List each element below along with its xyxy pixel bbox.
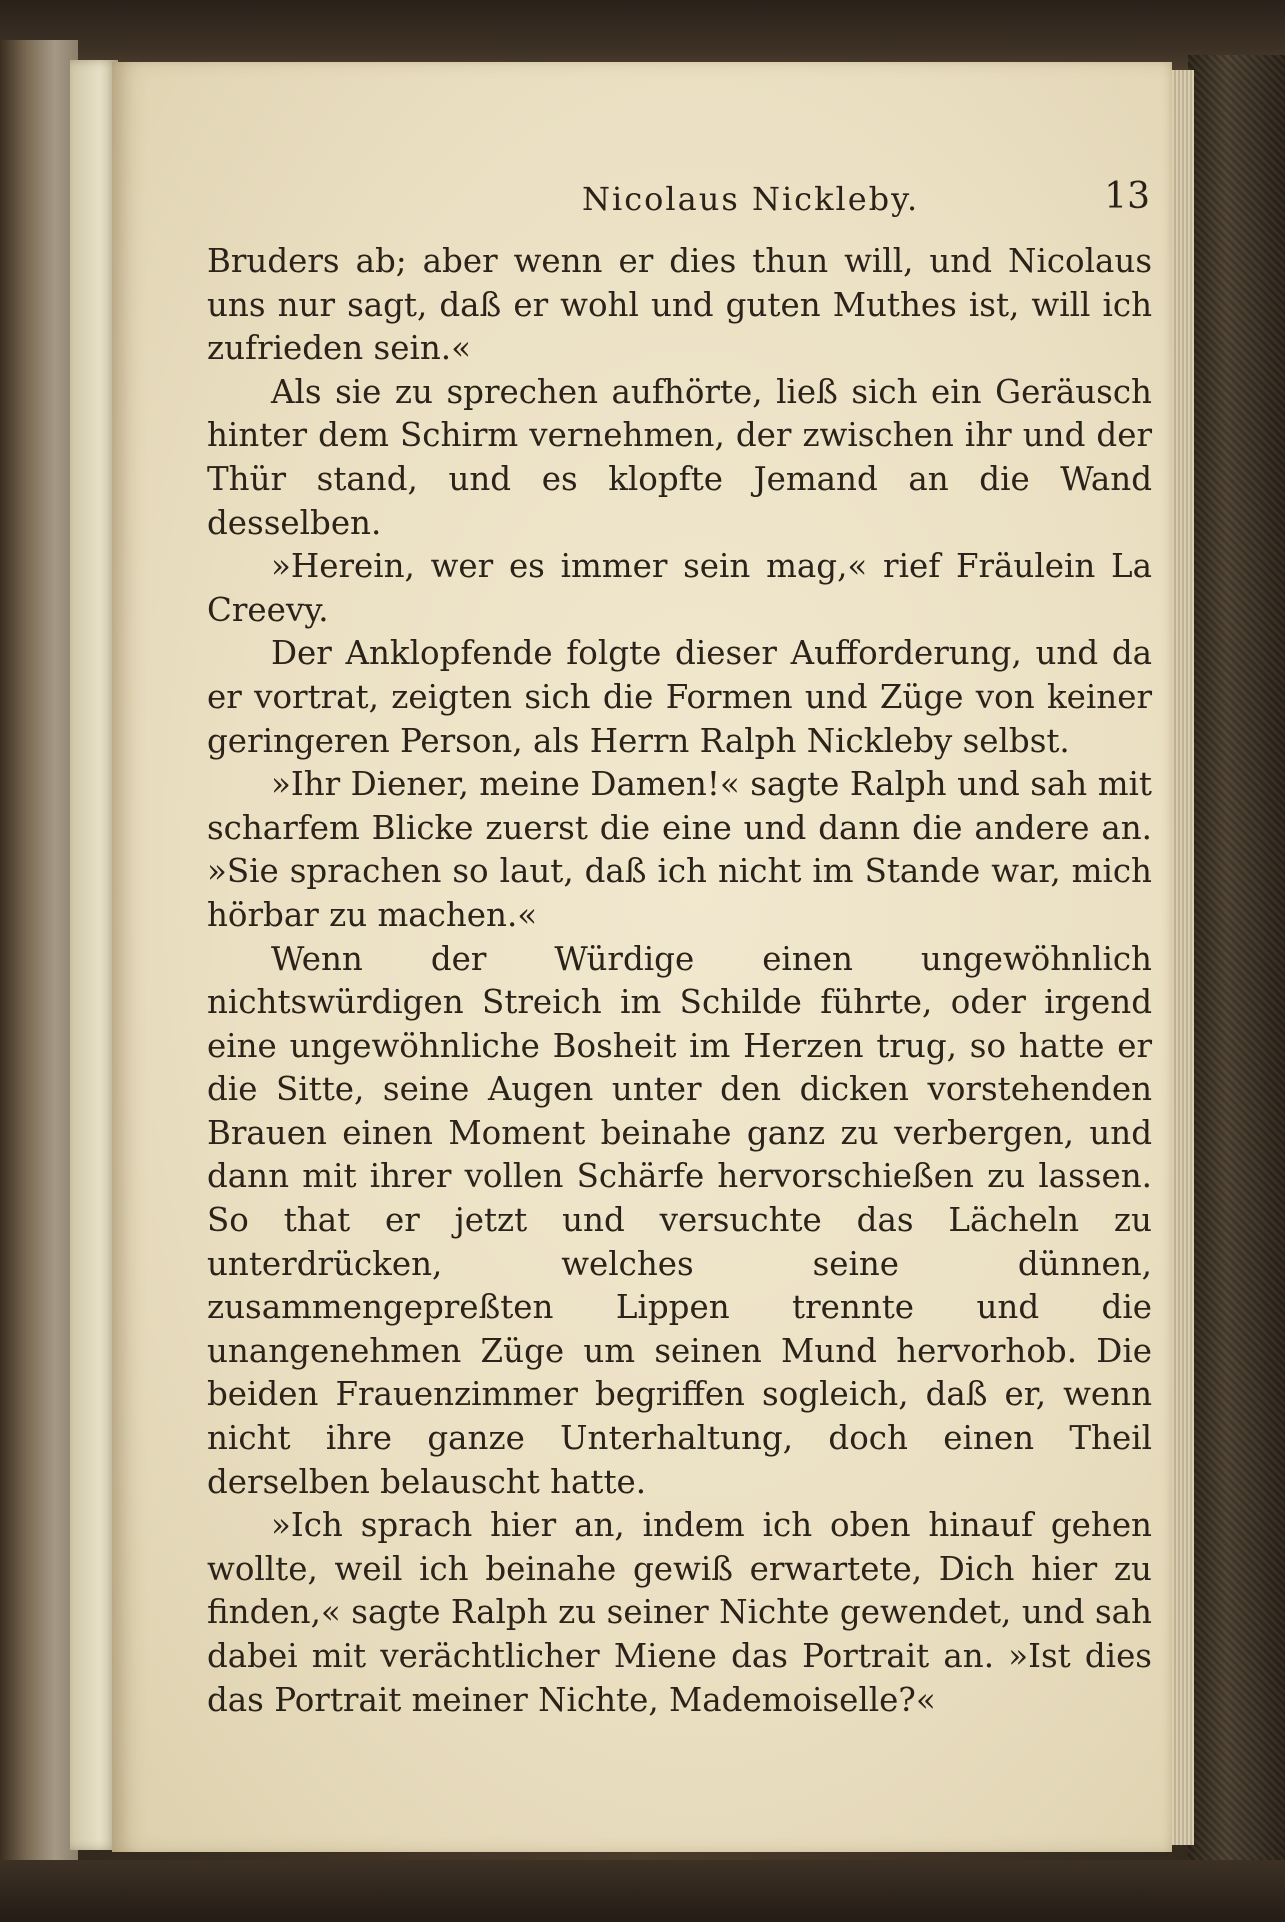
paragraph-6: Wenn der Würdige einen ungewöhnlich nichtswürdigen Streich im Schilde führte, oder irgend eine ungewöhnliche Bosheit im Herzen trug, so hatte er die Sitte, seine Augen unter den dicken vorstehenden Brauen einen Moment beinahe ganz zu verbergen, und dann mit ihrer vollen Schärfe hervorschießen zu lassen. So that er jetzt und versuchte das Lächeln zu unterdrücken, welches seine dünnen, zusammengepreßten Lippen trennte und die unangenehmen Züge um seinen Mund hervorhob. Die beiden Frauenzimmer begriffen sogleich, daß er, wenn nicht ihre ganze Unterhaltung, doch einen Theil derselben belauscht hatte.: [207, 939, 1152, 1501]
book-page: [112, 62, 1172, 1852]
paragraph-5: »Ihr Diener, meine Damen!« sagte Ralph und sah mit scharfem Blicke zuerst die eine und dann die andere an. »Sie sprachen so laut, daß ich nicht im Stande war, mich hörbar zu machen.«: [207, 765, 1152, 934]
body-text: [207, 240, 1152, 1722]
paragraph-4: Der Anklopfende folgte dieser Aufforderung, und da er vortrat, zeigten sich die Formen und Züge von keiner geringeren Person, als Herrn Ralph Nickleby selbst.: [207, 634, 1152, 760]
paragraph-3: »Herein, wer es immer sein mag,« rief Fräulein La Creevy.: [207, 547, 1152, 629]
cover-board-top: [0, 0, 1285, 70]
left-cover-edge: [0, 40, 78, 1890]
running-head: Nicolaus Nickleby.: [582, 180, 920, 218]
page-header: [212, 172, 1152, 232]
cover-board-bottom: [0, 1860, 1285, 1922]
page-number: 13: [1104, 176, 1150, 217]
right-cover-board: [1188, 55, 1285, 1890]
facing-page-edge: [70, 60, 118, 1850]
paragraph-2: Als sie zu sprechen aufhörte, ließ sich ein Geräusch hinter dem Schirm vernehmen, der zwischen ihr und der Thür stand, und es klopfte Jemand an die Wand desselben.: [207, 372, 1152, 542]
paragraph-1: Bruders ab; aber wenn er dies thun will, und Nicolaus uns nur sagt, daß er wohl und guten Muthes ist, will ich zufrieden sein.«: [207, 242, 1152, 368]
paragraph-7: »Ich sprach hier an, indem ich oben hinauf gehen wollte, weil ich beinahe gewiß erwartete, Dich hier zu finden,« sagte Ralph zu seiner Nichte gewendet, und sah dabei mit verächtlicher Miene das Portrait an. »Ist dies das Portrait meiner Nichte, Mademoiselle?«: [207, 1506, 1152, 1719]
